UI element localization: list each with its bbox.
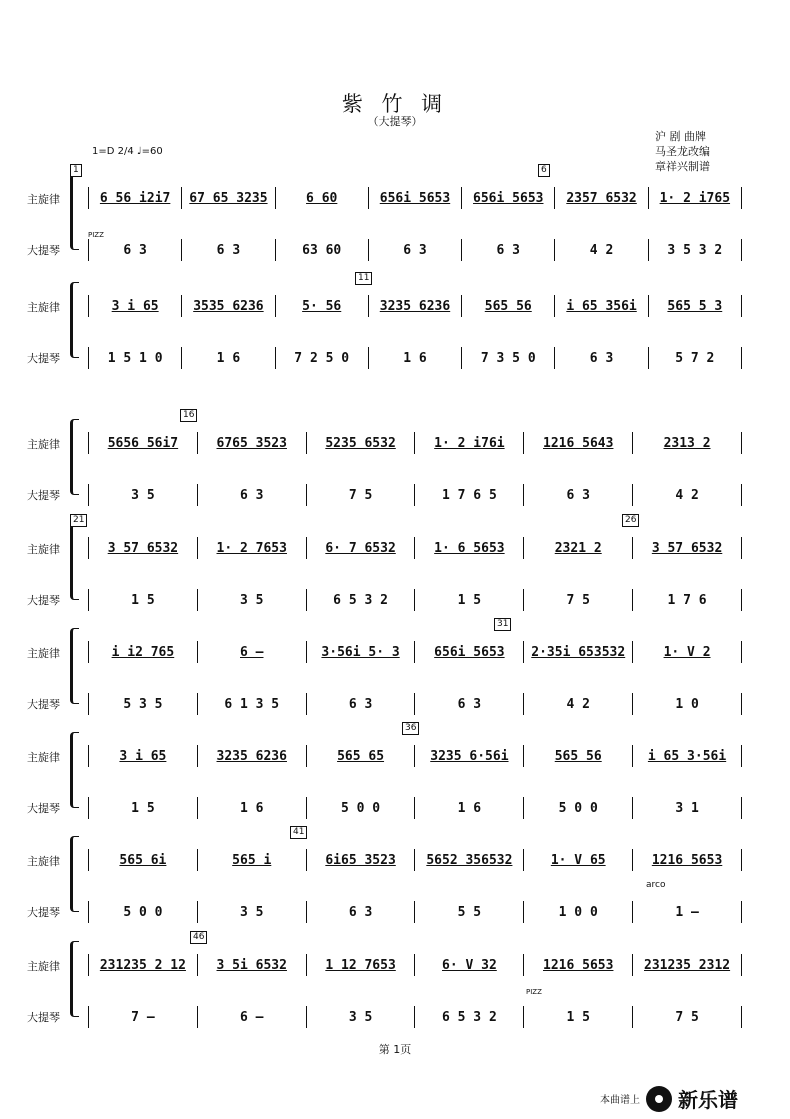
melody-measure: i 65 356i [555, 295, 648, 317]
cello-measure: 3 5 [198, 589, 307, 611]
cello-measure: 1 6 [415, 797, 524, 819]
melody-measure: 656i 5653 [369, 187, 462, 209]
melody-measure: 6 – [198, 641, 307, 663]
melody-staff [88, 850, 742, 870]
melody-staff [88, 296, 742, 316]
cello-measure: 4 2 [524, 693, 633, 715]
melody-measure: 1· 2 i765 [649, 187, 742, 209]
cello-measure: 1 5 [88, 589, 198, 611]
cello-measure: 6 3 [462, 239, 555, 261]
cello-measure: 4 2 [633, 484, 742, 506]
cello-measure: 7 5 [633, 1006, 742, 1028]
melody-measure: 1· V 2 [633, 641, 742, 663]
melody-measure: 1 12 7653 [307, 954, 416, 976]
melody-staff [88, 433, 742, 453]
cello-measure: 6 3 [555, 347, 648, 369]
cello-measure: 1 0 [633, 693, 742, 715]
cello-staff [88, 798, 742, 818]
credit-line-2: 马圣龙改编 [655, 145, 710, 158]
part-label-cello: 大提琴 [27, 906, 60, 919]
part-label-melody: 主旋律 [27, 855, 60, 868]
melody-measure: 231235 2 12 [88, 954, 198, 976]
measure-number: 16 [180, 409, 197, 422]
melody-measure: 656i 5653 [462, 187, 555, 209]
cello-measure: 3 1 [633, 797, 742, 819]
system-brace [70, 732, 79, 808]
cello-staff [88, 590, 742, 610]
measure-number: 26 [622, 514, 639, 527]
melody-measure: 3 i 65 [88, 745, 198, 767]
cello-measure: 5 0 0 [524, 797, 633, 819]
melody-measure: 565 i [198, 849, 307, 871]
cello-measure: 6 3 [415, 693, 524, 715]
melody-measure: 565 5 3 [649, 295, 742, 317]
cello-measure: 1 5 [415, 589, 524, 611]
cello-measure: 7 2 5 0 [276, 347, 369, 369]
melody-measure: 1· 2 i76i [415, 432, 524, 454]
cello-staff [88, 902, 742, 922]
cello-measure: 6 3 [198, 484, 307, 506]
melody-measure: 1· 2 7653 [198, 537, 307, 559]
pizz-marking: PIZZ [526, 988, 542, 996]
part-label-cello: 大提琴 [27, 352, 60, 365]
part-label-cello: 大提琴 [27, 1011, 60, 1024]
cello-measure: 6 5 3 2 [307, 589, 416, 611]
measure-number: 11 [355, 272, 372, 285]
cello-measure: 6 3 [182, 239, 275, 261]
melody-staff [88, 642, 742, 662]
cello-measure: 6 3 [369, 239, 462, 261]
cello-measure: 3 5 [88, 484, 198, 506]
measure-number: 1 [70, 164, 82, 177]
part-label-melody: 主旋律 [27, 960, 60, 973]
part-label-cello: 大提琴 [27, 802, 60, 815]
melody-measure: 565 56 [524, 745, 633, 767]
cello-measure: 6 3 [88, 239, 182, 261]
melody-measure: 565 65 [307, 745, 416, 767]
record-disc-icon [646, 1086, 672, 1112]
cello-measure: 3 5 [307, 1006, 416, 1028]
measure-number: 21 [70, 514, 87, 527]
measure-number: 41 [290, 826, 307, 839]
melody-measure: 6· 7 6532 [307, 537, 416, 559]
melody-staff [88, 746, 742, 766]
cello-staff [88, 485, 742, 505]
melody-measure: 1· 6 5653 [415, 537, 524, 559]
tempo-marking: 1=D 2/4 ♩=60 [92, 146, 163, 157]
cello-measure: 1 6 [369, 347, 462, 369]
part-label-melody: 主旋律 [27, 543, 60, 556]
part-label-cello: 大提琴 [27, 698, 60, 711]
melody-measure: 565 56 [462, 295, 555, 317]
cello-measure: 5 0 0 [307, 797, 416, 819]
cello-staff [88, 348, 742, 368]
system-brace [70, 282, 79, 358]
score-system [0, 405, 790, 503]
melody-measure: 5235 6532 [307, 432, 416, 454]
melody-measure: i i2 765 [88, 641, 198, 663]
cello-staff [88, 1007, 742, 1027]
melody-measure: 3235 6236 [198, 745, 307, 767]
cello-measure: 3 5 3 2 [649, 239, 742, 261]
score-system [0, 510, 790, 608]
melody-measure: 3535 6236 [182, 295, 275, 317]
melody-measure: 1· V 65 [524, 849, 633, 871]
melody-measure: 1216 5653 [524, 954, 633, 976]
cello-measure: 6 3 [524, 484, 633, 506]
cello-measure: 1 5 [524, 1006, 633, 1028]
measure-number: 46 [190, 931, 207, 944]
melody-measure: 5656 56i7 [88, 432, 198, 454]
cello-measure: 5 0 0 [88, 901, 198, 923]
measure-number: 36 [402, 722, 419, 735]
credit-line-1: 沪 剧 曲牌 [655, 130, 706, 143]
cello-measure: 6 1 3 5 [198, 693, 307, 715]
measure-number: 31 [494, 618, 511, 631]
cello-measure: 1 6 [182, 347, 275, 369]
melody-measure: 231235 2312 [633, 954, 742, 976]
page-number: 第 1页 [378, 1043, 412, 1056]
melody-measure: 2357 6532 [555, 187, 648, 209]
cello-measure: 5 3 5 [88, 693, 198, 715]
melody-measure: 5652 356532 [415, 849, 524, 871]
part-label-cello: 大提琴 [27, 244, 60, 257]
melody-measure: 5· 56 [276, 295, 369, 317]
melody-staff [88, 955, 742, 975]
melody-measure: 1216 5643 [524, 432, 633, 454]
part-label-cello: 大提琴 [27, 594, 60, 607]
melody-measure: 6765 3523 [198, 432, 307, 454]
score-system [0, 822, 790, 920]
part-label-melody: 主旋律 [27, 751, 60, 764]
melody-measure: 3 i 65 [88, 295, 182, 317]
score-system [0, 718, 790, 816]
melody-measure: 6· V 32 [415, 954, 524, 976]
cello-measure: 1 7 6 [633, 589, 742, 611]
melody-measure: 6 60 [276, 187, 369, 209]
melody-measure: 6 56 i2i7 [88, 187, 182, 209]
cello-measure: 7 5 [524, 589, 633, 611]
melody-measure: 3235 6236 [369, 295, 462, 317]
cello-measure: 63 60 [276, 239, 369, 261]
cello-measure: 3 5 [198, 901, 307, 923]
pizz-marking: PIZZ [88, 231, 104, 239]
melody-measure: 2321 2 [524, 537, 633, 559]
score-system [0, 160, 790, 258]
melody-measure: 2313 2 [633, 432, 742, 454]
page-title: 紫 竹 调 [341, 92, 449, 116]
cello-measure: 7 – [88, 1006, 198, 1028]
cello-measure: 6 3 [307, 693, 416, 715]
system-brace [70, 941, 79, 1017]
melody-staff [88, 188, 742, 208]
system-brace [70, 419, 79, 495]
melody-measure: i 65 3·56i [633, 745, 742, 767]
score-system [0, 927, 790, 1025]
melody-measure: 2·35i 653532 [524, 641, 633, 663]
cello-measure: 1 – [633, 901, 742, 923]
melody-measure: 565 6i [88, 849, 198, 871]
logo-prefix: 本曲谱上 [600, 1095, 640, 1106]
melody-measure: 1216 5653 [633, 849, 742, 871]
melody-measure: 3 5i 6532 [198, 954, 307, 976]
score-system [0, 614, 790, 712]
credit-line-3: 章祥兴制谱 [655, 160, 710, 173]
system-brace [70, 524, 79, 600]
part-label-melody: 主旋律 [27, 438, 60, 451]
cello-measure: 6 3 [307, 901, 416, 923]
part-label-cello: 大提琴 [27, 489, 60, 502]
cello-measure: 6 5 3 2 [415, 1006, 524, 1028]
cello-measure: 1 5 1 0 [88, 347, 182, 369]
cello-measure: 1 0 0 [524, 901, 633, 923]
melody-staff [88, 538, 742, 558]
cello-measure: 7 5 [307, 484, 416, 506]
melody-measure: 656i 5653 [415, 641, 524, 663]
cello-measure: 1 6 [198, 797, 307, 819]
melody-measure: 3·56i 5· 3 [307, 641, 416, 663]
system-brace [70, 836, 79, 912]
logo-name: 新乐谱 [678, 1088, 738, 1112]
part-label-melody: 主旋律 [27, 301, 60, 314]
system-brace [70, 628, 79, 704]
part-label-melody: 主旋律 [27, 647, 60, 660]
cello-measure: 5 5 [415, 901, 524, 923]
cello-measure: 6 – [198, 1006, 307, 1028]
melody-measure: 3235 6·56i [415, 745, 524, 767]
page-subtitle: （大提琴） [367, 115, 423, 128]
cello-measure: 4 2 [555, 239, 648, 261]
part-label-melody: 主旋律 [27, 193, 60, 206]
cello-measure: 7 3 5 0 [462, 347, 555, 369]
melody-measure: 6i65 3523 [307, 849, 416, 871]
score-system [0, 268, 790, 366]
cello-measure: 1 5 [88, 797, 198, 819]
system-brace [70, 174, 79, 250]
arco-marking: arco [646, 880, 666, 890]
cello-measure: 5 7 2 [649, 347, 742, 369]
melody-measure: 3 57 6532 [633, 537, 742, 559]
melody-measure: 3 57 6532 [88, 537, 198, 559]
cello-staff [88, 240, 742, 260]
cello-staff [88, 694, 742, 714]
measure-number: 6 [538, 164, 550, 177]
cello-measure: 1 7 6 5 [415, 484, 524, 506]
melody-measure: 67 65 3235 [182, 187, 275, 209]
site-logo[interactable] [600, 1084, 738, 1113]
